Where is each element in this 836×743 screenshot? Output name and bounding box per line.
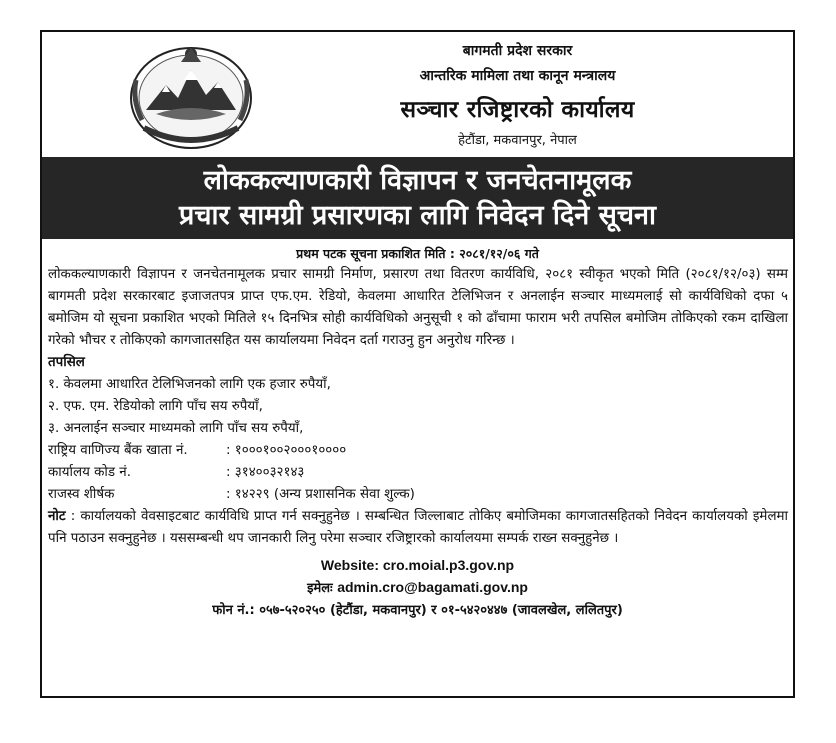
detail-label: राजस्व शीर्षक — [48, 487, 115, 502]
detail-row-revenue-head — [48, 484, 788, 506]
detail-value: : १०००१००२०००१०००० — [226, 443, 347, 458]
notice-header — [42, 32, 793, 157]
note-paragraph — [48, 506, 788, 550]
detail-label: कार्यालय कोड नं. — [48, 465, 131, 480]
publication-date: प्रथम पटक सूचना प्रकाशित मिति : २०८१/१२/०६ गते — [296, 246, 539, 261]
email-link[interactable]: admin.cro@bagamati.gov.np — [337, 579, 528, 595]
detail-value: : १४२२९ (अन्य प्रशासनिक सेवा शुल्क) — [226, 487, 415, 502]
detail-row-office-code — [48, 462, 788, 484]
website-link[interactable]: Website: cro.moial.p3.gov.np — [320, 557, 515, 573]
notice-body — [42, 264, 793, 550]
detail-row-bank-account — [48, 440, 788, 462]
notice-frame — [40, 30, 795, 698]
notice-title-banner — [42, 157, 793, 239]
office-name: सञ्चार रजिष्ट्रारको कार्यालय — [400, 97, 635, 123]
detail-value: : ३१४००३२१४३ — [226, 465, 305, 480]
government-name: बागमती प्रदेश सरकार — [462, 43, 573, 59]
schedule-item: १. केवलमा आधारित टेलिभिजनको लागि एक हजार रुपैयाँ, — [48, 377, 331, 392]
contact-footer — [42, 554, 793, 622]
notice-title-line-2: प्रचार सामग्री प्रसारणका लागि निवेदन दिने सूचना — [179, 200, 656, 231]
schedule-title: तपसिल — [48, 355, 85, 370]
note-text: : कार्यालयको वेवसाइटबाट कार्यविधि प्राप्त गर्न सक्नुहुनेछ । सम्बन्धित जिल्लाबाट तोकिए बमोजिमका कागजातसहितको निवेदन कार्यालयको इमेलमा पनि पठाउन सक्नुहुनेछ । यससम्बन्धी थप जानकारी लिनु परेमा सञ्चार रजिष्ट्रारको कार्यालयमा सम्पर्क राख्न सक्नुहुनेछ । — [48, 509, 788, 546]
detail-label: राष्ट्रिय वाणिज्य बैंक खाता नं. — [48, 443, 188, 458]
main-paragraph: लोककल्याणकारी विज्ञापन र जनचेतनामूलक प्रचार सामग्री निर्माण, प्रसारण तथा वितरण कार्यविधि, २०८१ स्वीकृत भएको मिति (२०८१/१२/०३) सम्म बागमती प्रदेश सरकारबाट इजाजतपत्र प्राप्त एफ.एम. रेडियो, केवलमा आधारित टेलिभिजन र अनलाईन सञ्चार माध्यमलाई सो कार्यविधिको दफा ५ बमोजिम यो सूचना प्रकाशित भएको मितिले १५ दिनभित्र सोही कार्यविधिको अनुसूची १ को ढाँचामा फाराम भरी तपसिल बमोजिम तोकिएको रकम दाखिला गरेको भौचर र तोकिएको कागजातसहित यस कार्यालयमा निवेदन दर्ता गराउनु हुन अनुरोध गरिन्छ । — [48, 267, 788, 348]
phone-line: फोन नं.: ०५७-५२०२५० (हेटौंडा, मकवानपुर) र ०१-५४२०४४७ (जावलखेल, ललितपुर) — [212, 603, 623, 618]
schedule-item: ३. अनलाईन सञ्चार माध्यमको लागि पाँच सय रुपैयाँ, — [48, 421, 304, 436]
schedule-item: २. एफ. एम. रेडियोको लागि पाँच सय रुपैयाँ, — [48, 399, 263, 414]
email-label: इमेलः — [307, 581, 338, 596]
ministry-name: आन्तरिक मामिला तथा कानून मन्त्रालय — [419, 68, 616, 84]
nepal-emblem-icon — [126, 40, 256, 152]
note-label: नोट — [48, 509, 66, 524]
office-address: हेटौंडा, मकवानपुर, नेपाल — [458, 133, 577, 148]
notice-title-line-1: लोककल्याणकारी विज्ञापन र जनचेतनामूलक — [203, 165, 632, 196]
email-line — [42, 576, 793, 600]
